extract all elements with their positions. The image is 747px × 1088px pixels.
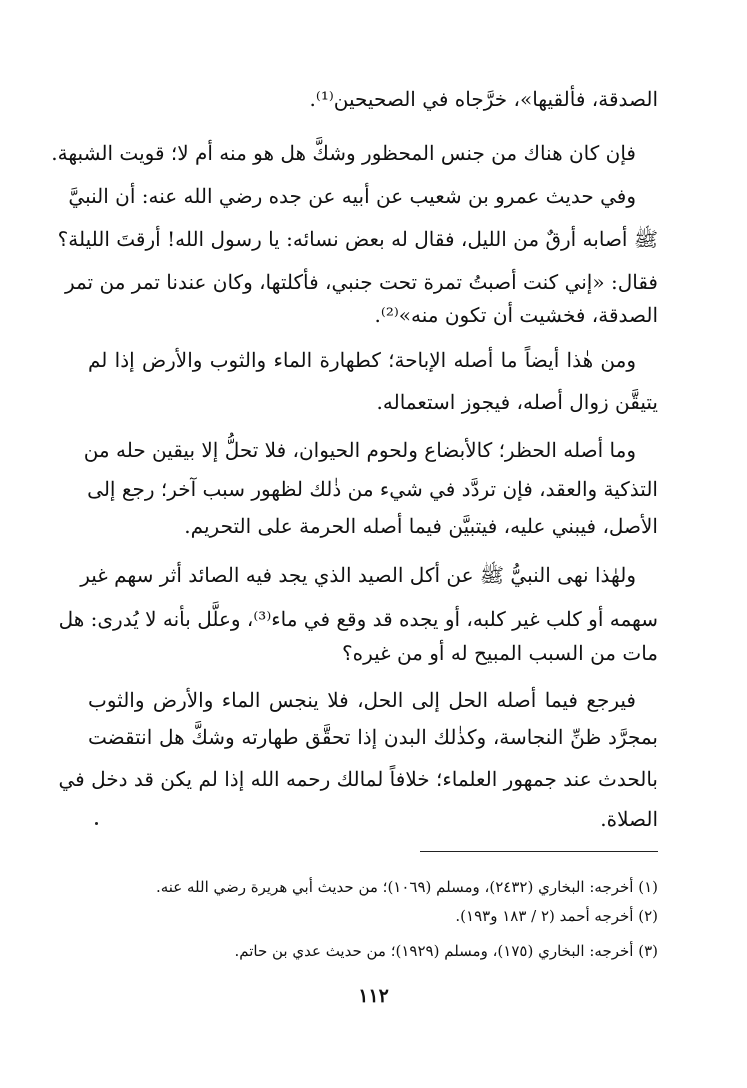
text-line: يتيقَّن زوال أصله، فيجوز استعماله.: [376, 390, 658, 414]
paragraph-start-line: وما أصله الحظر؛ كالأبضاع ولحوم الحيوان، فلا تحلُّ إلا بيقين حله من: [83, 438, 636, 462]
footnote-separator: [420, 851, 658, 852]
print-speck: [95, 822, 98, 825]
paragraph-start-line: فإن كان هناك من جنس المحظور وشكَّ هل هو منه أم لا؛ قويت الشبهة.: [51, 141, 636, 165]
footnote: (٢) أخرجه أحمد (٢ / ١٨٣ و١٩٣).: [455, 907, 658, 925]
text-line: مات من السبب المبيح له أو من غيره؟: [341, 641, 658, 665]
text-line: ﷺ أصابه أرقٌ من الليل، فقال له بعض نسائه: يا رسول الله! أرقتَ الليلة؟: [57, 227, 658, 251]
text-line: الصدقة، فألقيها»، خرَّجاه في الصحيحين⁽¹⁾.: [309, 87, 658, 111]
text-line: الصدقة، فخشيت أن تكون منه»⁽²⁾.: [374, 303, 658, 327]
text-line: التذكية والعقد، فإن تردَّد في شيء من ذٰلك لظهور سبب آخر؛ رجع إلى: [87, 477, 658, 501]
text-line: الصلاة.: [600, 807, 658, 831]
text-line: فقال: «إني كنت أصبتُ تمرة تحت جنبي، فأكلتها، وكان عندنا تمر من تمر: [64, 270, 658, 294]
paragraph-start-line: ولهٰذا نهى النبيُّ ﷺ عن أكل الصيد الذي يجد فيه الصائد أثر سهم غير: [80, 563, 636, 587]
footnote: (٣) أخرجه: البخاري (١٧٥)، ومسلم (١٩٢٩)؛ من حديث عدي بن حاتم.: [234, 942, 658, 960]
paragraph-start-line: وفي حديث عمرو بن شعيب عن أبيه عن جده رضي الله عنه: أن النبيَّ: [68, 184, 636, 208]
paragraph-start-line: ومن هٰذا أيضاً ما أصله الإباحة؛ كطهارة الماء والثوب والأرض إذا لم: [88, 348, 636, 372]
paragraph-start-line: فيرجع فيما أصله الحل إلى الحل، فلا ينجس الماء والأرض والثوب: [88, 688, 636, 712]
footnote: (١) أخرجه: البخاري (٢٤٣٢)، ومسلم (١٠٦٩)؛ من حديث أبي هريرة رضي الله عنه.: [155, 878, 658, 896]
text-line: الأصل، فيبني عليه، فيتبيَّن فيما أصله الحرمة على التحريم.: [184, 514, 658, 538]
text-line: سهمه أو كلب غير كلبه، أو يجده قد وقع في ماء⁽³⁾، وعلَّل بأنه لا يُدرى: هل: [58, 607, 658, 631]
text-line: بمجرَّد ظنِّ النجاسة، وكذٰلك البدن إذا تحقَّق طهارته وشكَّ هل انتقضت: [88, 725, 658, 749]
text-line: بالحدث عند جمهور العلماء؛ خلافاً لمالك رحمه الله إذا لم يكن قد دخل في: [58, 767, 658, 791]
page-number: ١١٢: [358, 985, 389, 1007]
